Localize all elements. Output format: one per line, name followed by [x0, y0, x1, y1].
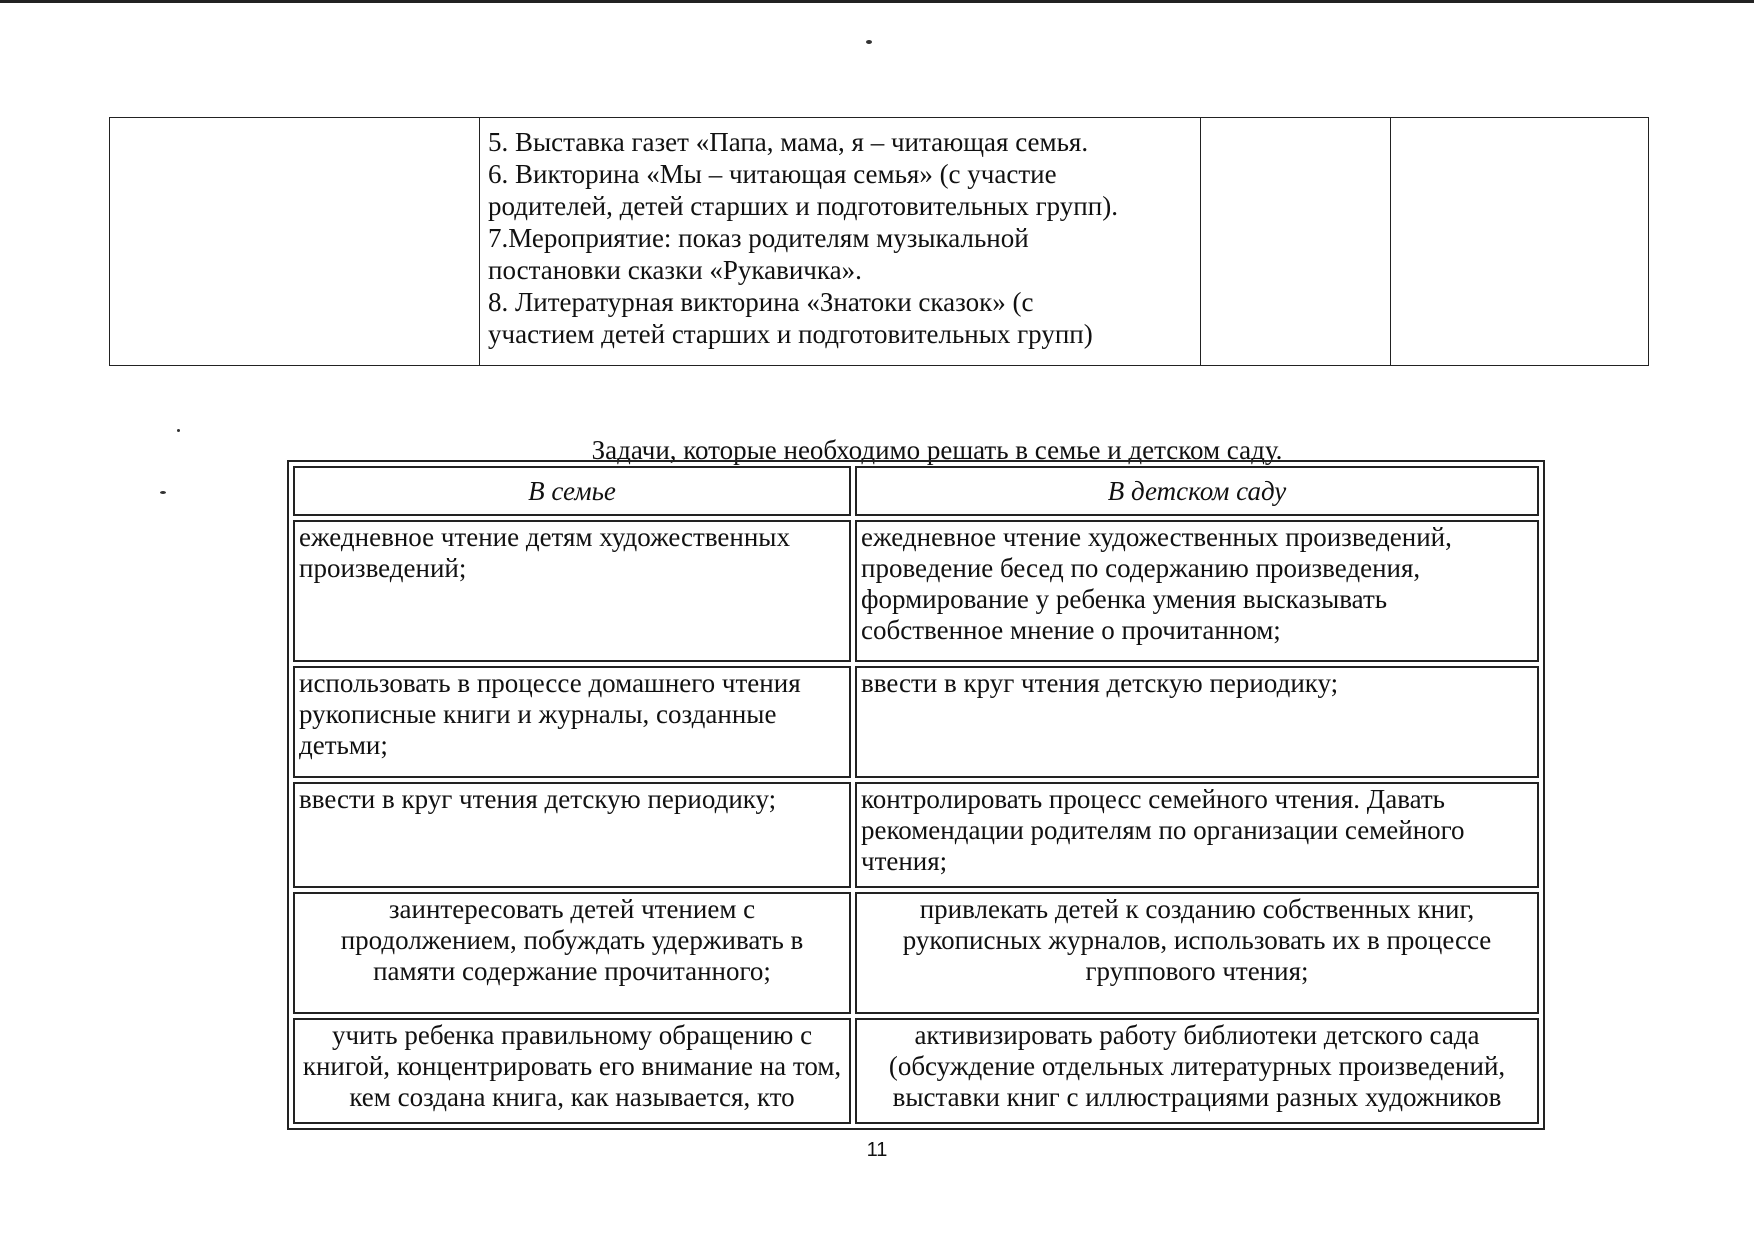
family-task-cell: учить ребенка правильному обращению с книгой, концентрировать его внимание на том, кем создана книга, как называется, кто [293, 1018, 851, 1124]
tasks-table [287, 460, 1545, 1130]
header-kindergarten: В детском саду [855, 466, 1539, 516]
table-row [293, 892, 1539, 1014]
event-line: 8. Литературная викторина «Знатоки сказок» (с [488, 287, 1034, 317]
header-row [293, 466, 1539, 516]
events-row [110, 118, 1649, 366]
table-row [293, 782, 1539, 888]
event-line: постановки сказки «Рукавичка». [488, 255, 862, 285]
family-task-cell: использовать в процессе домашнего чтения рукописные книги и журналы, созданные детьми; [293, 666, 851, 777]
empty-cell [1201, 118, 1391, 366]
scan-edge-line [0, 0, 1754, 3]
family-task-cell: ежедневное чтение детям художественных произведений; [293, 520, 851, 662]
event-line: участием детей старших и подготовительных групп) [488, 319, 1093, 349]
events-list-cell [480, 118, 1201, 366]
caption-text: Задачи, которые необходимо решать в семье и детском саду. [591, 435, 1283, 465]
kindergarten-task-cell: ввести в круг чтения детскую периодику; [855, 666, 1539, 777]
table-row [293, 520, 1539, 662]
kindergarten-task-cell: контролировать процесс семейного чтения. Давать рекомендации родителям по организации семейного чтения; [855, 782, 1539, 888]
header-family: В семье [293, 466, 851, 516]
kindergarten-task-cell: привлекать детей к созданию собственных книг, рукописных журналов, использовать их в процессе группового чтения; [855, 892, 1539, 1014]
table-row [293, 1018, 1539, 1124]
scan-speck [177, 429, 180, 432]
events-table [109, 117, 1649, 366]
family-task-cell: заинтересовать детей чтением с продолжением, побуждать удерживать в памяти содержание прочитанного; [293, 892, 851, 1014]
empty-cell [1391, 118, 1649, 366]
table-row [293, 666, 1539, 777]
event-line: 7.Мероприятие: показ родителям музыкальной [488, 223, 1029, 253]
empty-cell [110, 118, 480, 366]
kindergarten-task-cell: активизировать работу библиотеки детского сада (обсуждение отдельных литературных произведений, выставки книг с иллюстрациями разных художников [855, 1018, 1539, 1124]
page-number: 11 [866, 1139, 888, 1161]
event-line: 5. Выставка газет «Папа, мама, я – читающая семья. [488, 127, 1089, 157]
family-task-cell: ввести в круг чтения детскую периодику; [293, 782, 851, 888]
scan-speck [160, 491, 166, 494]
event-line: 6. Викторина «Мы – читающая семья» (с участие [488, 159, 1057, 189]
kindergarten-task-cell: ежедневное чтение художественных произведений, проведение бесед по содержанию произведения, формирование у ребенка умения высказывать собственное мнение о прочитанном; [855, 520, 1539, 662]
event-line: родителей, детей старших и подготовительных групп). [488, 191, 1118, 221]
scan-speck [866, 40, 872, 44]
